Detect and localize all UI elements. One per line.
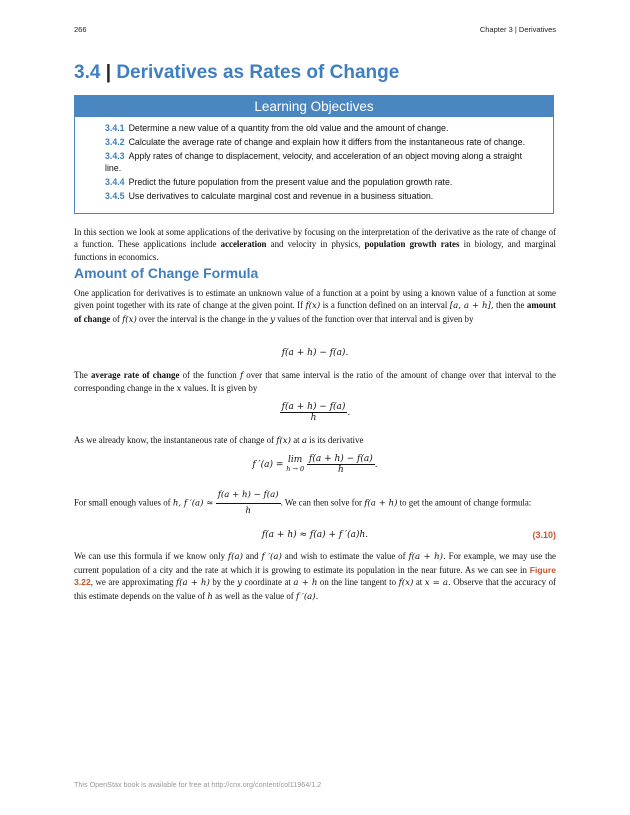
equation-lhs: f ′(a) =: [252, 460, 287, 470]
text-run: as well as the value of: [212, 590, 296, 601]
objective-item: [105, 150, 535, 174]
paragraph-average-rate: [74, 369, 556, 396]
objective-number[interactable]: 3.4.4: [105, 177, 125, 187]
text-run: Observe that the accuracy of this estimate depends on the value of: [74, 577, 556, 601]
paragraph-amount-of-change: [74, 287, 556, 326]
text-run: coordinate at: [241, 577, 294, 588]
math-inline: a: [301, 436, 307, 446]
fraction: [307, 454, 375, 475]
objective-number[interactable]: 3.4.1: [105, 123, 125, 133]
math-inline: f(x): [276, 436, 291, 446]
equation-number: (3.10): [532, 530, 556, 540]
objective-item: [105, 190, 535, 202]
math-inline: f(a + h).: [408, 552, 446, 562]
page-footer: This OpenStax book is available for free at http://cnx.org/content/col11964/1.2: [74, 780, 322, 789]
text-run: on the line tangent to: [317, 577, 399, 588]
math-inline: h, f ′(a) ≈: [172, 498, 214, 509]
paragraph-small-h: [74, 488, 556, 519]
term-average-rate-of-change: average rate of change: [90, 370, 180, 380]
fraction: [280, 402, 351, 423]
equation-tail: .: [347, 408, 351, 418]
equation-average-rate: [74, 402, 556, 423]
text-run: . We can then solve for: [280, 497, 365, 508]
equation-amount-of-change: f(a + h) − f(a).: [281, 348, 349, 358]
math-inline: f(a + h): [176, 578, 210, 589]
math-inline: f(x): [305, 301, 321, 312]
text-run: For example, we may use the current population of a city and the rate at which it is growing to estimate its population in the near future. As we can see in: [74, 551, 556, 575]
figure-link[interactable]: Figure 3.22: [74, 564, 556, 588]
fraction-denominator: h: [338, 465, 344, 475]
math-inline: f(x): [122, 314, 137, 325]
learning-objectives-heading: Learning Objectives: [75, 96, 553, 117]
math-inline: x = a.: [424, 578, 451, 589]
math-inline: f ′(a).: [295, 591, 319, 602]
learning-objectives-box: [74, 95, 554, 214]
text-run: For small enough values of: [74, 497, 173, 508]
equation-tail: .: [374, 460, 378, 470]
objective-number[interactable]: 3.4.5: [105, 191, 125, 201]
math-inline: f(a + h): [364, 498, 398, 509]
objective-item: [105, 136, 535, 148]
term-acceleration: acceleration: [220, 239, 267, 250]
term-population-growth-rates: population growth rates: [364, 239, 460, 250]
objective-text: Use derivatives to calculate marginal cost and revenue in a business situation.: [128, 191, 434, 201]
math-inline: f(a): [227, 552, 243, 562]
text-run: of: [110, 313, 123, 324]
learning-objectives-list: [105, 122, 535, 204]
subsection-title: Amount of Change Formula: [74, 265, 259, 281]
math-inline: f(x): [398, 578, 414, 589]
math-inline: h: [207, 591, 213, 602]
chapter-header: Chapter 3 | Derivatives: [479, 25, 556, 34]
objective-text: Predict the future population from the present value and the population growth rate.: [128, 177, 453, 187]
objective-text: Determine a new value of a quantity from the old value and the amount of change.: [128, 123, 449, 133]
text-run: over that same interval is the ratio of the amount of change over that interval to the corresponding change in the: [74, 370, 556, 394]
paragraph-instantaneous-rate: [74, 434, 556, 447]
page-number: 266: [74, 25, 87, 34]
math-inline: y: [270, 314, 276, 325]
objective-item: [105, 176, 535, 188]
text-run: values. It is given by: [181, 383, 258, 394]
text-run: is its derivative: [306, 435, 364, 445]
objective-text: Apply rates of change to displacement, velocity, and acceleration of an object moving along a straight line.: [105, 151, 523, 173]
text-run: As we already know, the instantaneous rate of change of: [74, 435, 277, 445]
text-run: We can use this formula if we know only: [74, 551, 228, 561]
fraction-numerator: f(a + h) − f(a): [216, 488, 281, 504]
text-run: in biology, and marginal functions in economics.: [74, 239, 556, 262]
text-run: values of the function over that interval and is given by: [275, 313, 474, 324]
fraction-denominator: h: [245, 506, 251, 516]
section-title-text: Derivatives as Rates of Change: [116, 62, 400, 83]
title-separator: |: [105, 62, 112, 83]
intro-paragraph: [74, 226, 556, 263]
text-run: The: [74, 370, 91, 380]
text-run: at: [290, 435, 302, 445]
math-inline: [a, a + h],: [449, 301, 494, 312]
text-run: and wish to estimate the value of: [281, 551, 409, 561]
text-run: and velocity in physics,: [266, 239, 365, 250]
fraction: [216, 488, 281, 519]
objective-text: Calculate the average rate of change and explain how it differs from the instantaneous rate of change.: [128, 137, 526, 147]
math-inline: y: [237, 578, 242, 589]
paragraph-using-formula: [74, 550, 556, 603]
math-inline: a + h: [293, 578, 318, 589]
objective-number[interactable]: 3.4.2: [105, 137, 125, 147]
term-amount-of-change: amount of change: [74, 300, 556, 324]
text-run: In this section we look at some applications of the derivative by focusing on the interpretation of the derivative as the rate of change of a function. These applications include: [74, 227, 556, 250]
section-number: 3.4: [74, 62, 101, 83]
math-inline: f: [239, 371, 244, 381]
equation-derivative-limit: [74, 454, 556, 475]
limit: [286, 456, 304, 474]
objective-number[interactable]: 3.4.3: [105, 151, 125, 161]
limit-subscript: h → 0: [286, 464, 305, 473]
text-run: , we are approximating: [90, 577, 176, 588]
text-run: One application for derivatives is to estimate an unknown value of a function at a point by using a known value of a function at some given point together with its rate of change at the given point. If: [74, 288, 556, 311]
text-run: over the interval is the change in the: [136, 313, 271, 324]
text-run: at: [413, 577, 425, 588]
section-title: [74, 62, 399, 84]
equation-amount-of-change-formula: f(a + h) ≈ f(a) + f ′(a)h.: [261, 530, 369, 540]
math-inline: x: [176, 384, 182, 395]
text-run: to get the amount of change formula:: [397, 497, 532, 508]
text-run: is a function defined on an interval: [320, 300, 450, 311]
text-run: then the: [493, 300, 527, 311]
fraction-numerator: f(a + h) − f(a): [281, 402, 346, 412]
text-run: by the: [209, 577, 238, 588]
objective-item: [105, 122, 535, 134]
fraction-denominator: h: [310, 413, 317, 423]
text-run: of the function: [179, 370, 240, 380]
fraction-numerator: f(a + h) − f(a): [309, 454, 373, 464]
math-inline: f ′(a): [261, 552, 282, 562]
limit-word: lim: [288, 454, 303, 465]
text-run: and: [242, 551, 262, 561]
